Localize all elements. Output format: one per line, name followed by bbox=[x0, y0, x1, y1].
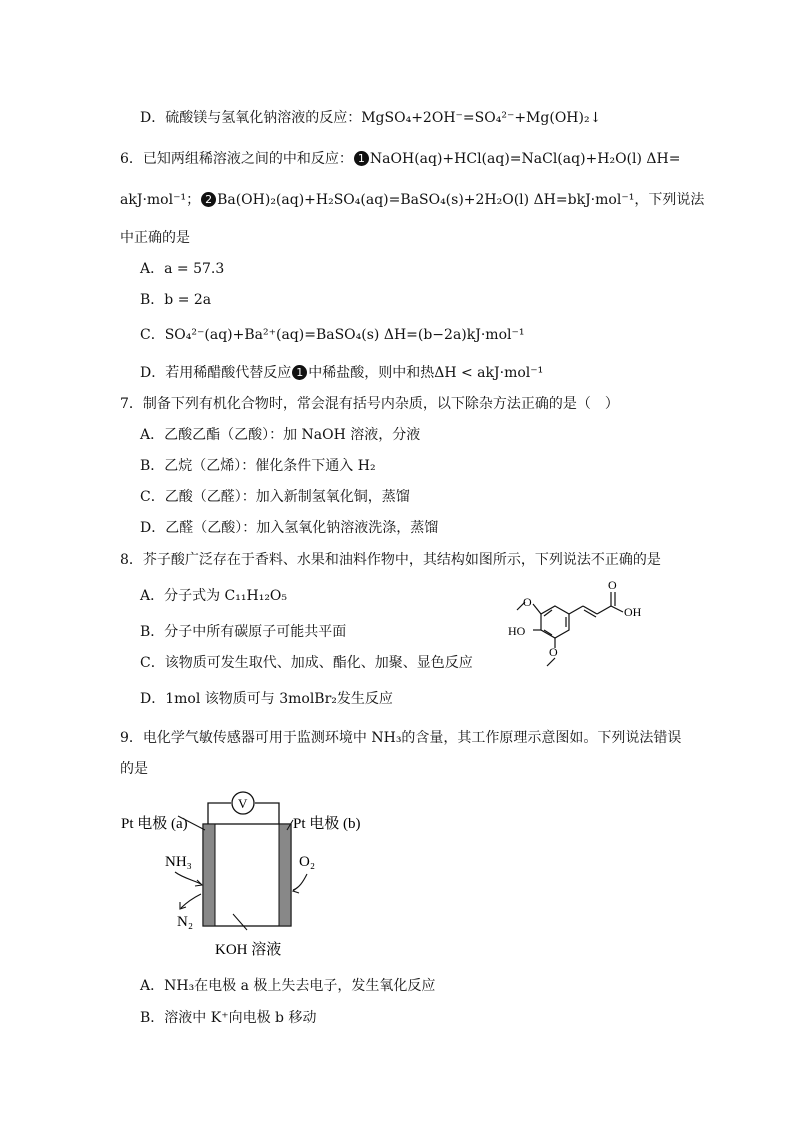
n2-arrow bbox=[181, 894, 201, 908]
o2-arrow bbox=[293, 874, 307, 890]
nh3-arrow bbox=[175, 872, 201, 884]
q7-option-d: D．乙醛（乙酸）：加入氢氧化钠溶液洗涤，蒸馏 bbox=[140, 520, 439, 536]
sensor-diagram bbox=[115, 790, 395, 968]
q8-option-c: C．该物质可发生取代、加成、酯化、加聚、显色反应 bbox=[140, 655, 473, 671]
q8-option-a: A．分子式为 C₁₁H₁₂O₅ bbox=[140, 588, 288, 604]
q6-option-d-suffix: 中稀盐酸，则中和热ΔH < akJ·mol⁻¹ bbox=[308, 365, 544, 381]
q5-option-d: D．硫酸镁与氢氧化钠溶液的反应：MgSO₄+2OH⁻=SO₄²⁻+Mg(OH)₂↓ bbox=[140, 110, 602, 126]
q6-stem-prefix: 6．已知两组稀溶液之间的中和反应： bbox=[120, 151, 353, 167]
methoxy-o-top: O bbox=[523, 595, 532, 609]
wire-left bbox=[208, 803, 231, 824]
q7-option-b: B．乙烷（乙烯）：催化条件下通入 H₂ bbox=[140, 458, 376, 474]
q7-option-a: A．乙酸乙酯（乙酸）：加 NaOH 溶液，分液 bbox=[140, 427, 421, 443]
q6-stem-line2 bbox=[120, 190, 704, 210]
q6-stem-tail: ，下列说法 bbox=[634, 192, 705, 208]
electrode-b-label: Pt 电极 (b) bbox=[293, 816, 361, 832]
cell-container bbox=[203, 824, 291, 926]
q7-option-c: C．乙酸（乙醛）：加入新制氢氧化铜，蒸馏 bbox=[140, 489, 410, 505]
electrode-a bbox=[203, 824, 215, 926]
circled-number-1-icon: 1 bbox=[354, 151, 369, 166]
q9-stem-line2: 的是 bbox=[120, 761, 148, 777]
wire-right bbox=[255, 803, 279, 824]
q6-equation-1: NaOH(aq)+HCl(aq)=NaCl(aq)+H₂O(l) ΔH= bbox=[369, 151, 681, 167]
q9-option-a: A．NH₃在电极 a 极上失去电子，发生氧化反应 bbox=[140, 978, 436, 994]
voltmeter-label: V bbox=[238, 796, 248, 811]
q6-option-a: A．a = 57.3 bbox=[140, 261, 225, 277]
circled-number-1-icon: 1 bbox=[292, 365, 307, 380]
nh3-label: NH₃ bbox=[165, 854, 192, 870]
q6-stem-line1 bbox=[120, 149, 680, 169]
hydroxyl-label: HO bbox=[508, 624, 526, 638]
carboxyl-oh-label: OH bbox=[624, 605, 642, 619]
o2-label: O₂ bbox=[299, 854, 316, 870]
q8-option-d: D．1mol 该物质可与 3molBr₂发生反应 bbox=[140, 691, 393, 707]
q8-option-b: B．分子中所有碳原子可能共平面 bbox=[140, 624, 347, 640]
koh-label: KOH 溶液 bbox=[215, 942, 282, 958]
electrode-a-label: Pt 电极 (a) bbox=[121, 816, 188, 832]
electrode-b bbox=[279, 824, 291, 926]
circled-number-2-icon: 2 bbox=[201, 192, 216, 207]
q6-option-b: B．b = 2a bbox=[140, 292, 212, 308]
sinapic-acid-structure bbox=[495, 572, 655, 682]
n2-label: N₂ bbox=[177, 914, 194, 930]
q6-eq1-unit: akJ·mol⁻¹； bbox=[120, 192, 201, 208]
q6-option-c: C．SO₄²⁻(aq)+Ba²⁺(aq)=BaSO₄(s) ΔH=(b−2a)kJ·mol⁻¹ bbox=[140, 327, 525, 343]
q9-stem-line1: 9．电化学气敏传感器可用于监测环境中 NH₃的含量，其工作原理示意图如。下列说法错误 bbox=[120, 730, 682, 746]
q8-stem: 8．芥子酸广泛存在于香料、水果和油料作物中，其结构如图所示，下列说法不正确的是 bbox=[120, 552, 661, 568]
q7-stem: 7．制备下列有机化合物时，常会混有括号内杂质，以下除杂方法正确的是（ ） bbox=[120, 396, 619, 412]
q6-stem-line3: 中正确的是 bbox=[120, 230, 190, 246]
benzene-ring bbox=[541, 606, 569, 638]
methoxy-o-bottom: O bbox=[549, 645, 558, 659]
q6-option-d-prefix: D．若用稀醋酸代替反应 bbox=[140, 365, 292, 381]
q6-option-d bbox=[140, 363, 543, 383]
q6-equation-2: Ba(OH)₂(aq)+H₂SO₄(aq)=BaSO₄(s)+2H₂O(l) ΔH=bkJ·mol⁻¹ bbox=[217, 192, 635, 208]
carbonyl-o-label: O bbox=[608, 578, 617, 592]
q9-option-b: B．溶液中 K⁺向电极 b 移动 bbox=[140, 1010, 317, 1026]
